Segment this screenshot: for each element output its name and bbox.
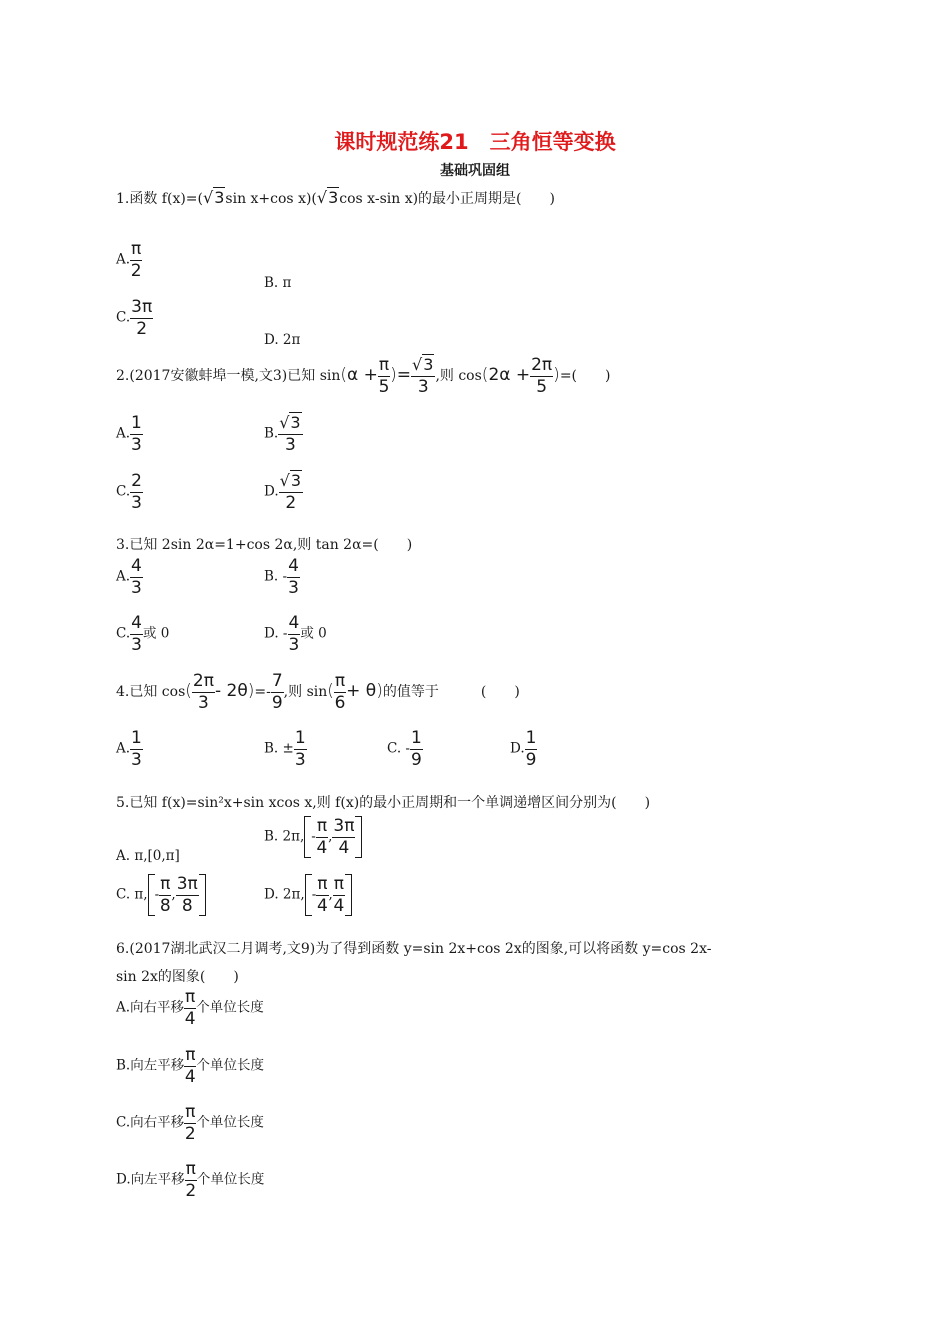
- q1-option-a[interactable]: A. $\frac{\pi}{2}$: [116, 239, 142, 281]
- q2-option-c[interactable]: C. $\frac{2}{3}$: [116, 471, 142, 513]
- q5-option-c[interactable]: C. π, - $\frac{\pi}{8}$ , $\frac{3\pi}{8}$: [116, 874, 206, 916]
- q6-option-d[interactable]: D.向左平移 $\frac{\pi}{2}$ 个单位长度: [116, 1159, 265, 1201]
- q1-option-d[interactable]: D. 2π: [264, 332, 301, 348]
- question-2-stem: 2.(2017安徽蚌埠一模,文3)已知 sin(α + $\frac{\pi}{5}$ )= $\frac{√3}{3}$ ,则 cos(2α + $\frac{2\pi}{5}$ )=( ): [116, 355, 611, 397]
- question-1-stem: 1.函数 f(x)=(√3sin x+cos x)(√3cos x-sin x)的最小正周期是( ): [116, 188, 555, 207]
- q4-option-a[interactable]: A. $\frac{1}{3}$: [116, 728, 142, 770]
- question-6-stem-line2: sin 2x的图象( ): [116, 969, 239, 985]
- q5-option-b[interactable]: B. 2π, - $\frac{\pi}{4}$ , $\frac{3\pi}{4}$: [264, 816, 362, 858]
- q3-option-d[interactable]: D. - $\frac{4}{3}$ 或 0: [264, 613, 327, 655]
- q1-option-b[interactable]: B. π: [264, 275, 292, 291]
- question-3-stem: 3.已知 2sin 2α=1+cos 2α,则 tan 2α=( ): [116, 537, 413, 553]
- q3-option-a[interactable]: A. $\frac{4}{3}$: [116, 556, 142, 598]
- q2-option-d[interactable]: D. $\frac{√3}{2}$: [264, 471, 302, 513]
- q6-option-b[interactable]: B.向左平移 $\frac{\pi}{4}$ 个单位长度: [116, 1045, 264, 1087]
- q1-option-c[interactable]: C. $\frac{3\pi}{2}$: [116, 297, 153, 339]
- question-5-stem: 5.已知 f(x)=sin²x+sin xcos x,则 f(x)的最小正周期和一个单调递增区间分别为( ): [116, 795, 651, 811]
- q3-option-c[interactable]: C. $\frac{4}{3}$ 或 0: [116, 613, 170, 655]
- question-4-stem: 4.已知 cos( $\frac{2\pi}{3}$ - 2θ)=- $\frac{7}{9}$ ,则 sin( $\frac{\pi}{6}$ + θ)的值等于 ( ): [116, 671, 520, 713]
- q3-option-b[interactable]: B. - $\frac{4}{3}$: [264, 556, 299, 598]
- question-6-stem-line1: 6.(2017湖北武汉二月调考,文9)为了得到函数 y=sin 2x+cos 2x的图象,可以将函数 y=cos 2x-: [116, 941, 712, 957]
- q2-option-b[interactable]: B. $\frac{√3}{3}$: [264, 413, 301, 455]
- q4-option-b[interactable]: B. ± $\frac{1}{3}$: [264, 728, 306, 770]
- section-subtitle: 基础巩固组: [440, 163, 510, 179]
- q2-option-a[interactable]: A. $\frac{1}{3}$: [116, 413, 142, 455]
- q5-option-d[interactable]: D. 2π, - $\frac{\pi}{4}$ , $\frac{\pi}{4}$: [264, 874, 352, 916]
- page-title: 课时规范练21 三角恒等变换: [334, 130, 616, 154]
- q5-option-a[interactable]: A. π,[0,π]: [116, 848, 180, 864]
- q6-option-a[interactable]: A.向右平移 $\frac{\pi}{4}$ 个单位长度: [116, 987, 264, 1029]
- q4-option-c[interactable]: C. - $\frac{1}{9}$: [387, 728, 422, 770]
- q4-option-d[interactable]: D. $\frac{1}{9}$: [510, 728, 537, 770]
- q6-option-c[interactable]: C.向右平移 $\frac{\pi}{2}$ 个单位长度: [116, 1102, 264, 1144]
